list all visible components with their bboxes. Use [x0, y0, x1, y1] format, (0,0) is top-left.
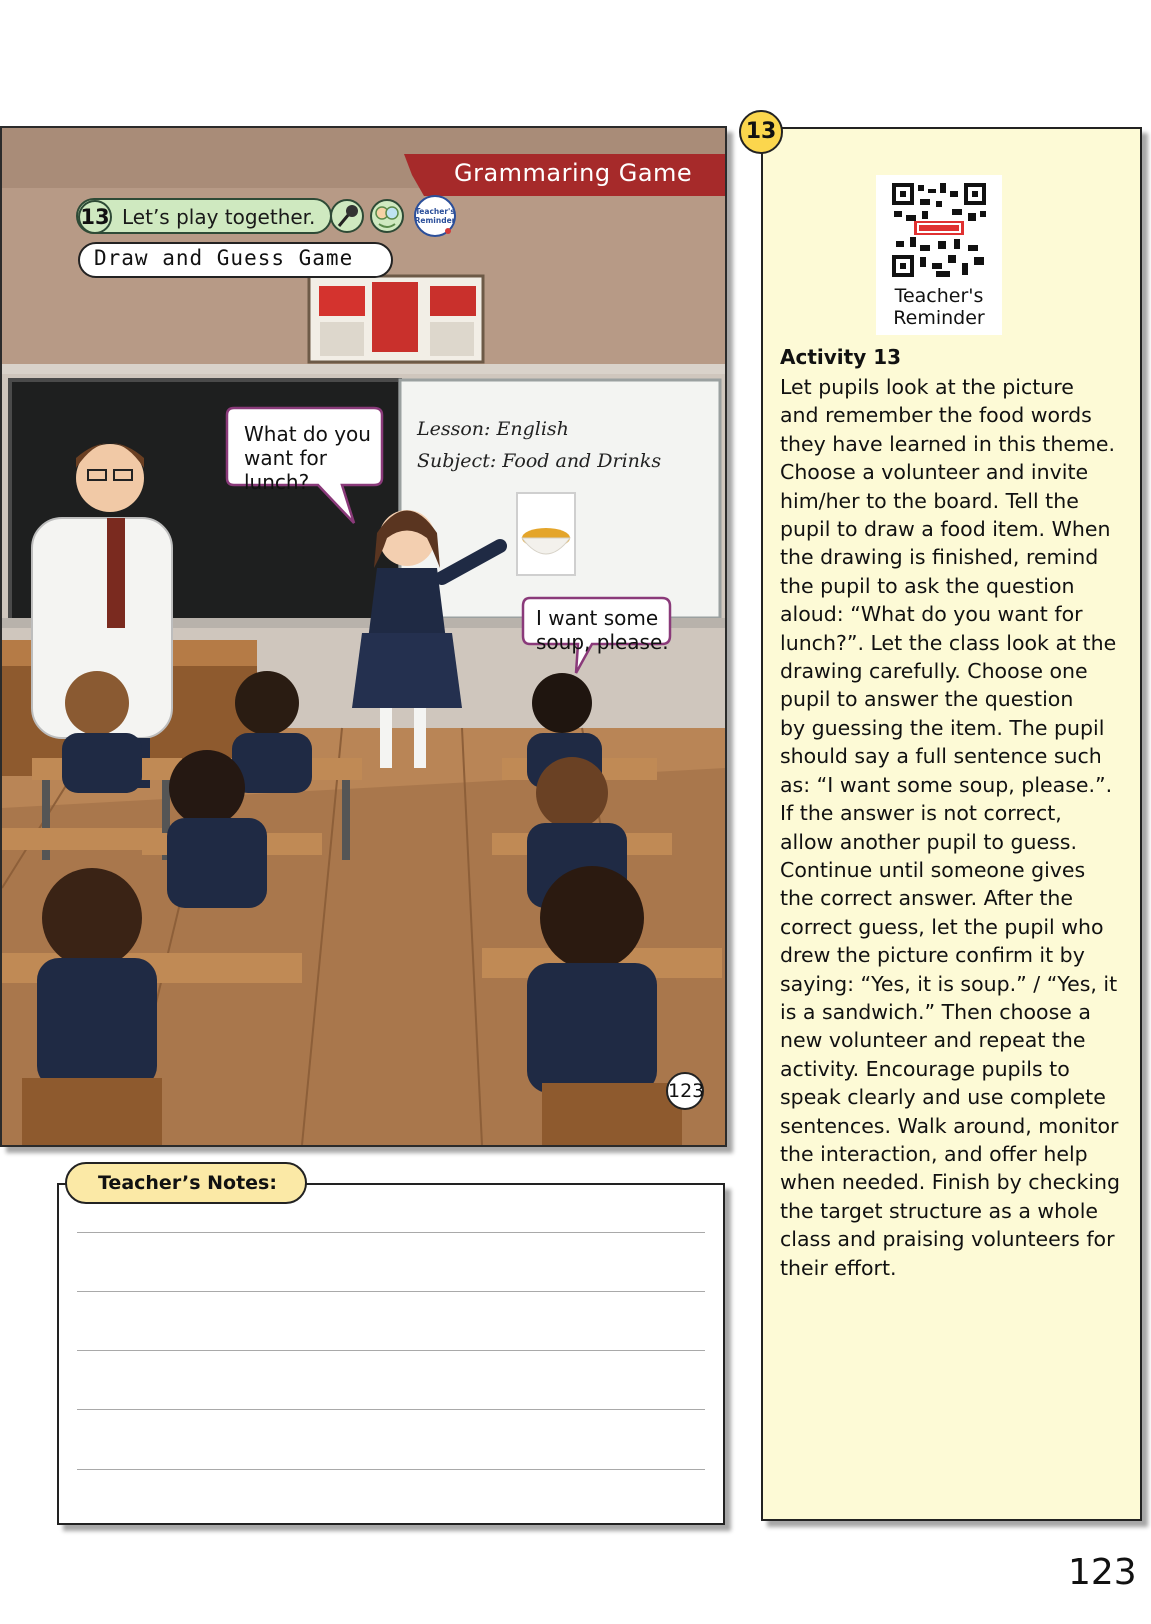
game-title: Draw and Guess Game [94, 246, 354, 270]
board-lesson: Lesson: English [417, 418, 569, 440]
note-line [77, 1350, 705, 1351]
note-line [77, 1409, 705, 1410]
student-speech-bubble: I want some soup, please. [536, 606, 669, 654]
activity-number-badge: 13 [78, 200, 112, 234]
teacher-notes-title: Teacher’s Notes: [98, 1172, 277, 1194]
page-number: 123 [1068, 1552, 1137, 1593]
svg-text:Teacher's: Teacher's [415, 207, 455, 216]
qr-caption: Teacher's Reminder [893, 285, 985, 329]
pair-work-icon [369, 198, 405, 234]
activity-title: Activity 13 [780, 345, 902, 369]
activity-badge: 13 [739, 110, 783, 154]
teacher-reminder-icon [412, 193, 458, 239]
teacher-notes-box[interactable] [57, 1183, 725, 1525]
microphone-icon [329, 198, 365, 234]
qr-code-icon [876, 175, 1002, 285]
student-book-page [0, 126, 727, 1147]
board-subject: Subject: Food and Drinks [417, 450, 662, 472]
svg-text:Reminder: Reminder [414, 216, 456, 225]
note-line [77, 1469, 705, 1470]
activity-label: Let’s play together. [122, 205, 316, 229]
book-page-number: 123 [666, 1072, 704, 1110]
teacher-speech-bubble: What do you want for lunch? [244, 422, 371, 494]
activity-instructions: Let pupils look at the picture and remember the food words they have learned in this theme. Choose a volunteer and invite him/her to the board. Tell the pupil to draw a food item. When the drawing is finished, remind the pupil to ask the question aloud: “What do you want for lunch?”. Let the class look at the drawing carefully. Choose one pupil to answer the question by guessing the item. The pupil should say a full sentence such as: “I want some soup, please.”. If the answer is not correct, allow another pupil to guess. Continue until someone gives the correct answer. After the correct guess, let the pupil who drew the picture confirm it by saying: “Yes, it is soup.” / “Yes, it is a sandwich.” Then choose a new volunteer and repeat the activity. Encourage pupils to speak clearly and use complete sentences. Walk around, monitor the interaction, and offer help when needed. Finish by checking the target structure as a whole class and praising volunteers for their effort. [780, 375, 1121, 1280]
note-line [77, 1291, 705, 1292]
note-line [77, 1232, 705, 1233]
banner-title: Grammaring Game [454, 159, 693, 187]
